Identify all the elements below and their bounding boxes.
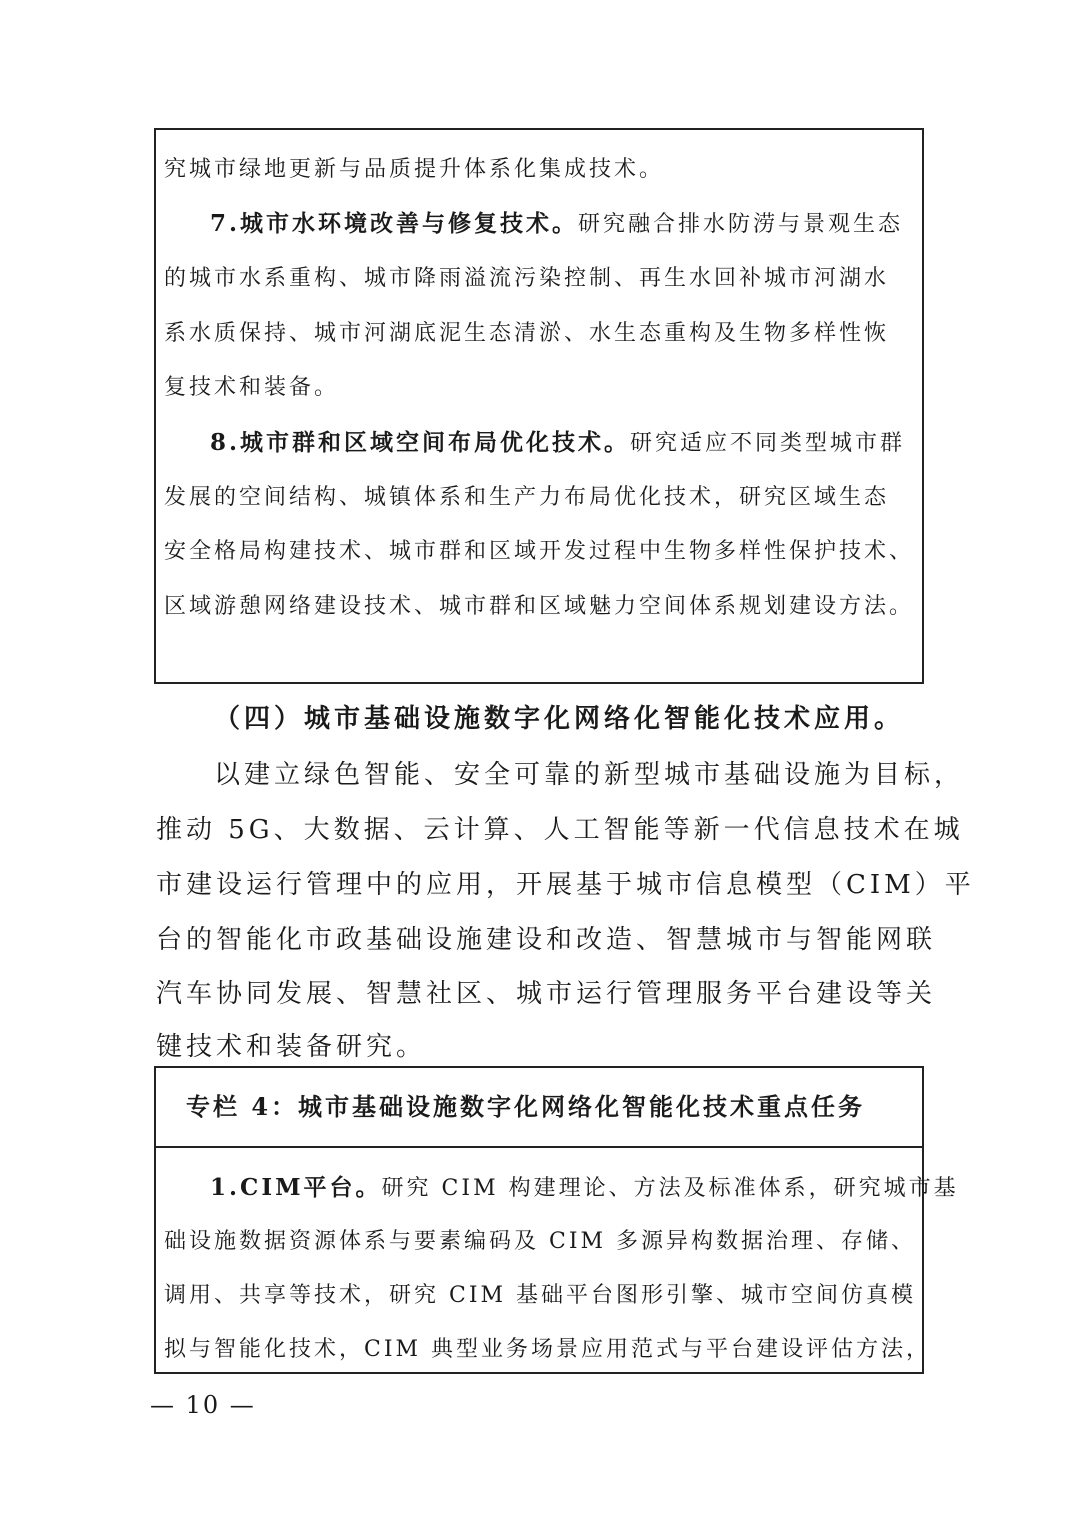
page-number: — 10 —: [150, 1391, 256, 1419]
item-7-text: 研究融合排水防涝与景观生态: [578, 212, 904, 237]
box2-title: 专栏 4：城市基础设施数字化网络化智能化技术重点任务: [186, 1092, 866, 1121]
paragraph-line-3: 市建设运行管理中的应用，开展基于城市信息模型（CIM）平: [156, 870, 975, 900]
box2-divider: [156, 1146, 922, 1148]
item-1-text: 研究 CIM 构建理论、方法及标准体系，研究城市基: [381, 1176, 959, 1201]
section-heading: （四）城市基础设施数字化网络化智能化技术应用。: [214, 704, 905, 734]
text-box-2: [154, 1066, 959, 1374]
box1-line-1: 究城市绿地更新与品质提升体系化集成技术。: [164, 157, 665, 182]
item-8-title: 8.城市群和区域空间布局优化技术。: [210, 429, 631, 456]
item-8-text: 研究适应不同类型城市群: [630, 431, 906, 456]
box1-line-7: 区域游憩网络建设技术、城市群和区域魅力空间体系规划建设方法。: [164, 594, 915, 619]
box1-line-6: 安全格局构建技术、城市群和区域开发过程中生物多样性保护技术、: [164, 539, 915, 564]
paragraph-line-6: 键技术和装备研究。: [156, 1032, 427, 1062]
text-box-1: [154, 128, 924, 684]
paragraph-line-5: 汽车协同发展、智慧社区、城市运行管理服务平台建设等关: [156, 979, 937, 1009]
box1-line-5: 发展的空间结构、城镇体系和生产力布局优化技术，研究区域生态: [164, 485, 890, 510]
item-7-title: 7.城市水环境改善与修复技术。: [210, 210, 579, 237]
item-1-title: 1.CIM平台。: [210, 1174, 382, 1201]
paragraph-line-2: 推动 5G、大数据、云计算、人工智能等新一代信息技术在城: [156, 815, 964, 845]
paragraph-line-4: 台的智能化市政基础设施建设和改造、智慧城市与智能网联: [156, 925, 937, 955]
box1-line-4: 复技术和装备。: [164, 375, 340, 400]
box1-line-2: 的城市水系重构、城市降雨溢流污染控制、再生水回补城市河湖水: [164, 266, 890, 291]
box2-line-1: 础设施数据资源体系与要素编码及 CIM 多源异构数据治理、存储、: [164, 1229, 917, 1254]
box1-item-7: [210, 210, 903, 239]
box1-line-3: 系水质保持、城市河湖底泥生态清淤、水生态重构及生物多样性恢: [164, 321, 890, 346]
box2-line-3: 拟与智能化技术，CIM 典型业务场景应用范式与平台建设评估方法，: [164, 1337, 932, 1362]
box1-item-8: [210, 429, 905, 458]
paragraph-line-1: 以建立绿色智能、安全可靠的新型城市基础设施为目标，: [214, 760, 965, 790]
box2-item-1: [210, 1174, 959, 1203]
box2-line-2: 调用、共享等技术，研究 CIM 基础平台图形引擎、城市空间仿真模: [164, 1283, 917, 1308]
